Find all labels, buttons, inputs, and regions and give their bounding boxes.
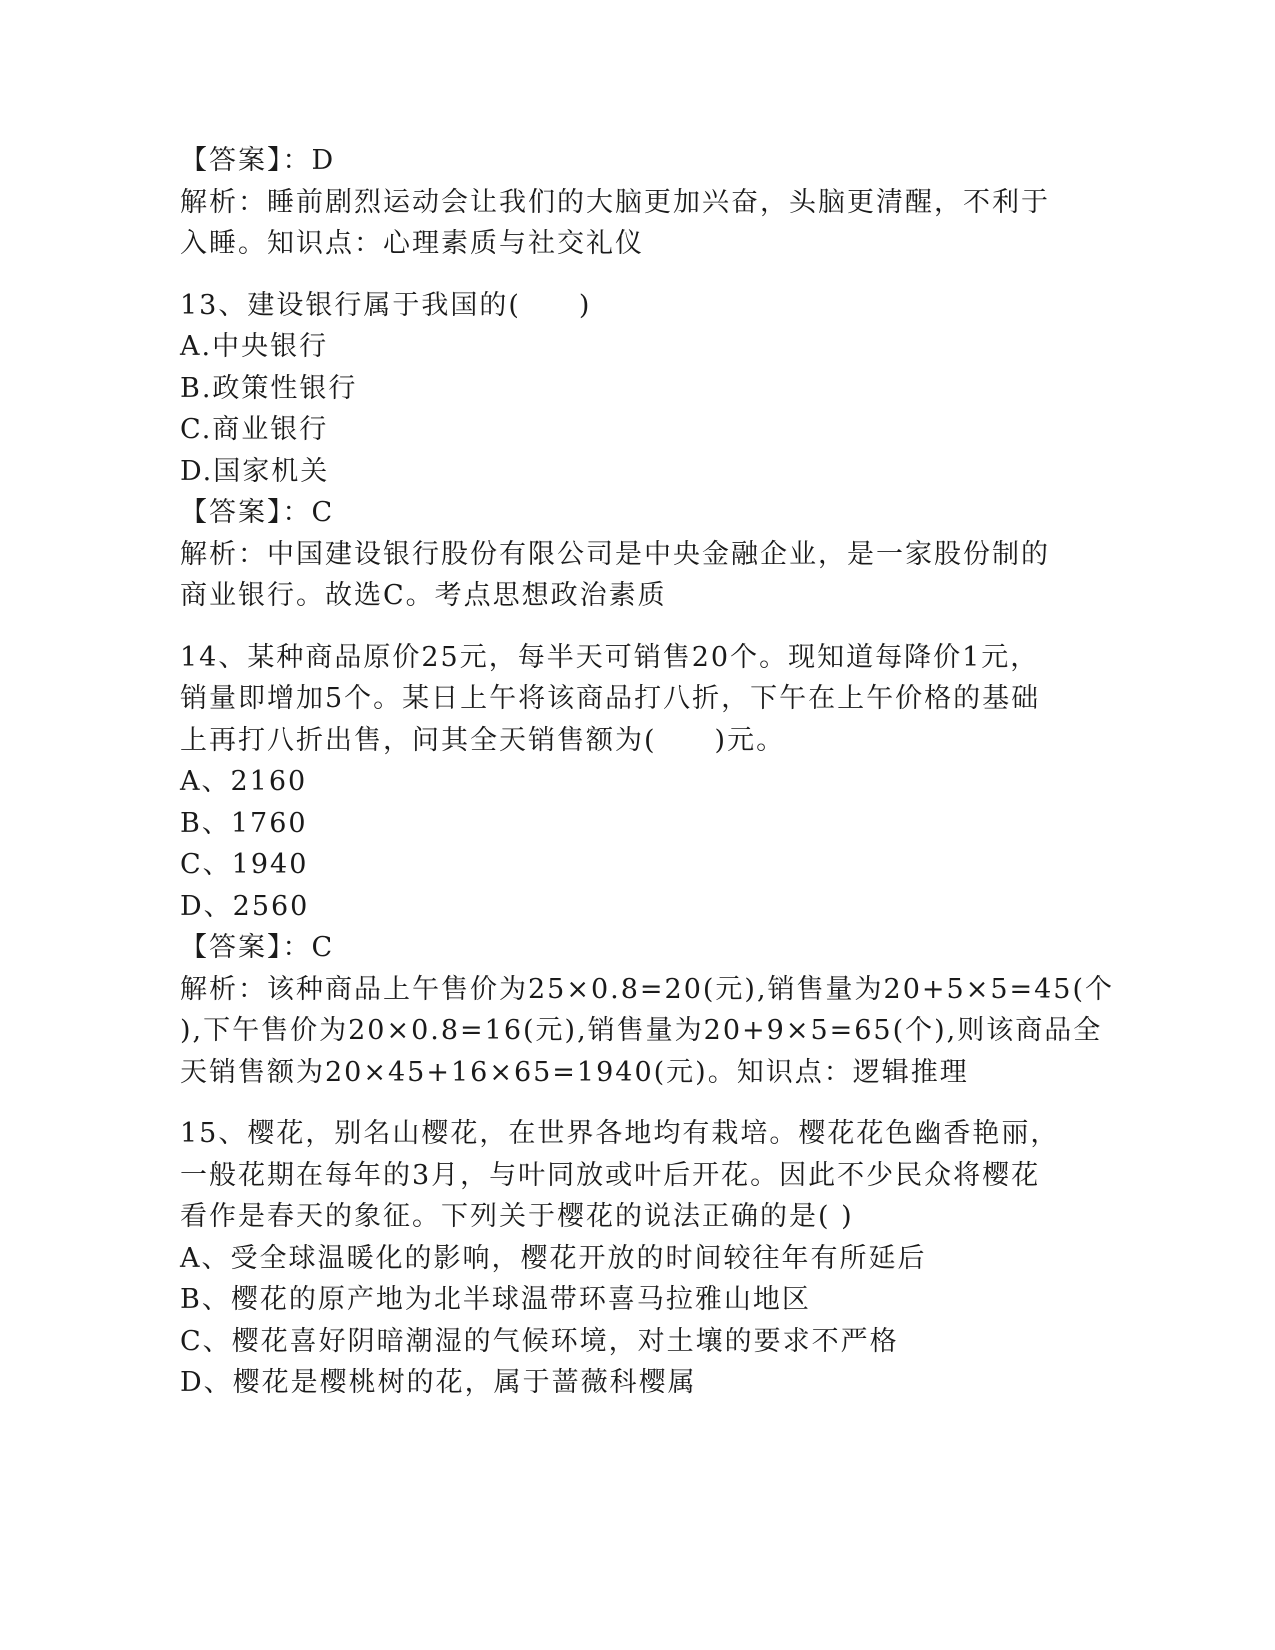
q12-answer: 【答案】：D: [180, 145, 336, 176]
q15-option-a: A、受全球温暖化的影响，樱花开放的时间较往年有所延后: [180, 1242, 927, 1274]
q15-option-d: D、樱花是樱桃树的花，属于蔷薇科樱属: [180, 1367, 697, 1398]
q13-block: [180, 285, 1080, 617]
q14-block: [180, 637, 1115, 1094]
q15-question-line: 15、樱花，别名山樱花，在世界各地均有栽培。樱花花色幽香艳丽，: [180, 1118, 1060, 1149]
q14-question-line: 上再打八折出售，问其全天销售额为( )元。: [180, 724, 786, 756]
q14-option-a: A、2160: [180, 766, 308, 797]
q15-question-line: 看作是春天的象征。下列关于樱花的说法正确的是( ): [180, 1201, 854, 1232]
q14-answer: 【答案】：C: [180, 932, 335, 963]
q14-option-c: C、1940: [180, 849, 309, 880]
q13-question: 13、建设银行属于我国的( ): [180, 289, 592, 321]
q14-option-d: D、2560: [180, 890, 310, 922]
q12-analysis-line: 解析：睡前剧烈运动会让我们的大脑更加兴奋，头脑更清醒，不利于: [180, 186, 1050, 218]
q13-option-c: C.商业银行: [180, 414, 329, 445]
q15-option-b: B、樱花的原产地为北半球温带环喜马拉雅山地区: [180, 1284, 811, 1315]
q14-question-line: 销量即增加5个。某日上午将该商品打八折，下午在上午价格的基础: [180, 683, 1041, 714]
q14-analysis-line: ),下午售价为20×0.8=16(元),销售量为20+9×5=65(个),则该商品全: [180, 1015, 1103, 1046]
q13-option-d: D.国家机关: [180, 455, 330, 487]
document-page: [180, 140, 1115, 1404]
q14-question-line: 14、某种商品原价25元，每半天可销售20个。现知道每降价1元，: [180, 641, 1040, 673]
q15-question-line: 一般花期在每年的3月，与叶同放或叶后开花。因此不少民众将樱花: [180, 1159, 1041, 1191]
q15-option-c: C、樱花喜好阴暗潮湿的气候环境，对土壤的要求不严格: [180, 1325, 899, 1357]
q14-option-b: B、1760: [180, 807, 308, 839]
q13-analysis-line: 商业银行。故选C。考点思想政治素质: [180, 580, 667, 611]
q13-option-b: B.政策性银行: [180, 372, 358, 404]
q12-analysis-line: 入睡。知识点：心理素质与社交礼仪: [180, 228, 644, 259]
q14-analysis-line: 解析：该种商品上午售价为25×0.8=20(元),销售量为20+5×5=45(个: [180, 973, 1115, 1005]
q13-option-a: A.中央银行: [180, 331, 329, 362]
q15-block: [180, 1113, 1080, 1404]
q13-answer: 【答案】：C: [180, 497, 335, 528]
q14-analysis-line: 天销售额为20×45+16×65=1940(元)。知识点：逻辑推理: [180, 1056, 969, 1088]
q13-analysis-line: 解析：中国建设银行股份有限公司是中央金融企业，是一家股份制的: [180, 538, 1050, 570]
q12-block: [180, 140, 1080, 265]
